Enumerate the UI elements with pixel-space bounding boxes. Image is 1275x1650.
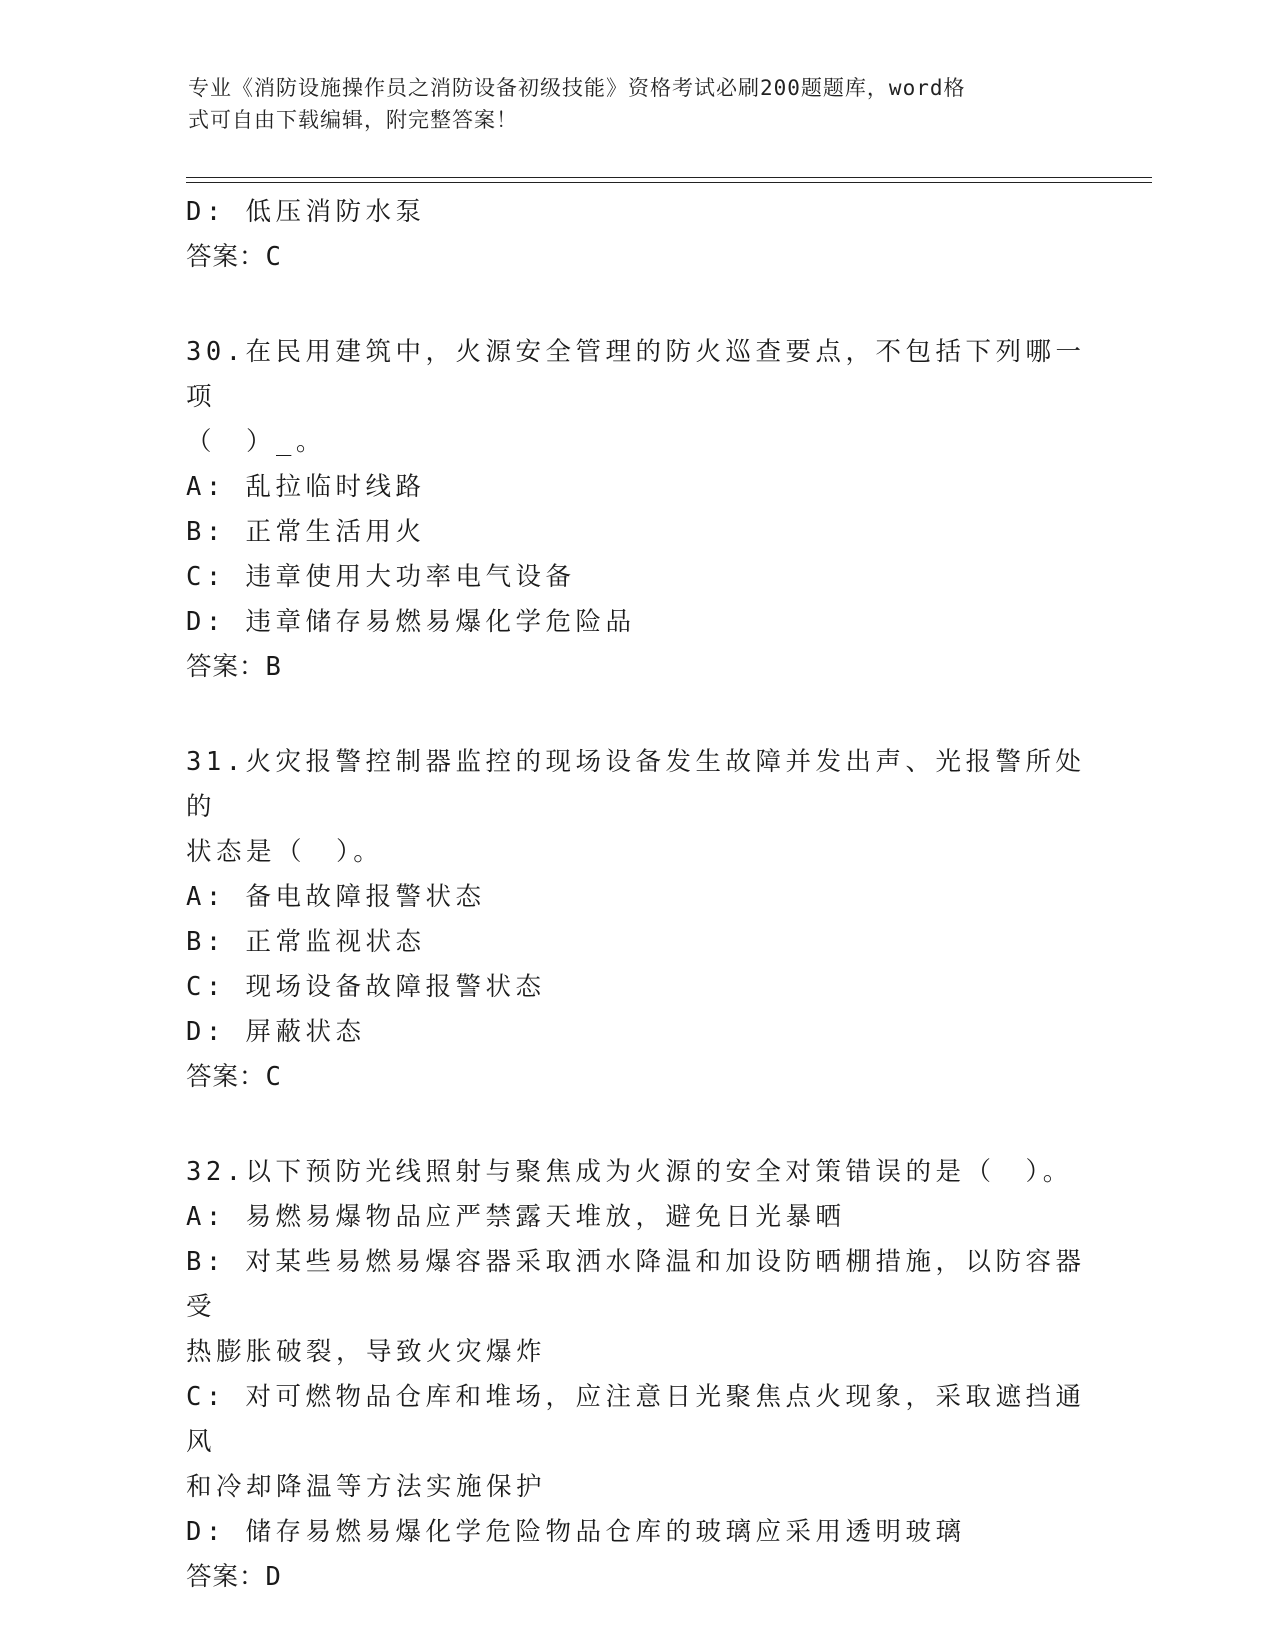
question-32 [186, 1150, 1086, 1600]
option-b: B: 对某些易燃易爆容器采取洒水降温和加设防晒棚措施，以防容器受 [186, 1247, 1086, 1322]
option-d: D: 低压消防水泵 [186, 197, 426, 227]
document-header [188, 72, 1068, 136]
answer: 答案：D [186, 1562, 282, 1592]
option-a: A: 乱拉临时线路 [186, 472, 426, 502]
question-31 [186, 740, 1086, 1100]
option-b: B: 正常生活用火 [186, 517, 426, 547]
question-stem: 30.在民用建筑中，火源安全管理的防火巡查要点，不包括下列哪一项 [186, 337, 1086, 412]
option-b: B: 正常监视状态 [186, 927, 426, 957]
header-rule-bottom [186, 182, 1152, 183]
option-d: D: 储存易燃易爆化学危险物品仓库的玻璃应采用透明玻璃 [186, 1517, 966, 1547]
question-content [186, 190, 1086, 1600]
option-c: C: 对可燃物品仓库和堆场，应注意日光聚焦点火现象，采取遮挡通风 [186, 1382, 1086, 1457]
option-c: C: 现场设备故障报警状态 [186, 972, 546, 1002]
option-a: A: 备电故障报警状态 [186, 882, 486, 912]
option-c-cont: 和冷却降温等方法实施保护 [186, 1472, 547, 1502]
header-line-2: 式可自由下载编辑，附完整答案！ [188, 108, 518, 132]
option-d: D: 屏蔽状态 [186, 1017, 366, 1047]
question-stem: 31.火灾报警控制器监控的现场设备发生故障并发出声、光报警所处的 [186, 747, 1086, 822]
answer: 答案：B [186, 652, 282, 682]
option-b-cont: 热膨胀破裂，导致火灾爆炸 [186, 1337, 547, 1367]
option-c: C: 违章使用大功率电气设备 [186, 562, 576, 592]
question-30 [186, 330, 1086, 690]
option-a: A: 易燃易爆物品应严禁露天堆放，避免日光暴晒 [186, 1202, 846, 1232]
question-stem-cont: 状态是（ ）。 [186, 837, 384, 867]
question-stem: 32.以下预防光线照射与聚焦成为火源的安全对策错误的是（ ）。 [186, 1157, 1073, 1187]
question-stem-cont: （ ）_。 [186, 427, 326, 457]
option-d: D: 违章储存易燃易爆化学危险品 [186, 607, 636, 637]
answer: 答案：C [186, 1062, 282, 1092]
spacer [186, 690, 1086, 740]
spacer [186, 1100, 1086, 1150]
spacer [186, 280, 1086, 330]
header-rule-top [186, 177, 1152, 178]
header-line-1: 专业《消防设施操作员之消防设备初级技能》资格考试必刷200题题库，word格 [188, 76, 966, 100]
answer: 答案：C [186, 242, 282, 272]
